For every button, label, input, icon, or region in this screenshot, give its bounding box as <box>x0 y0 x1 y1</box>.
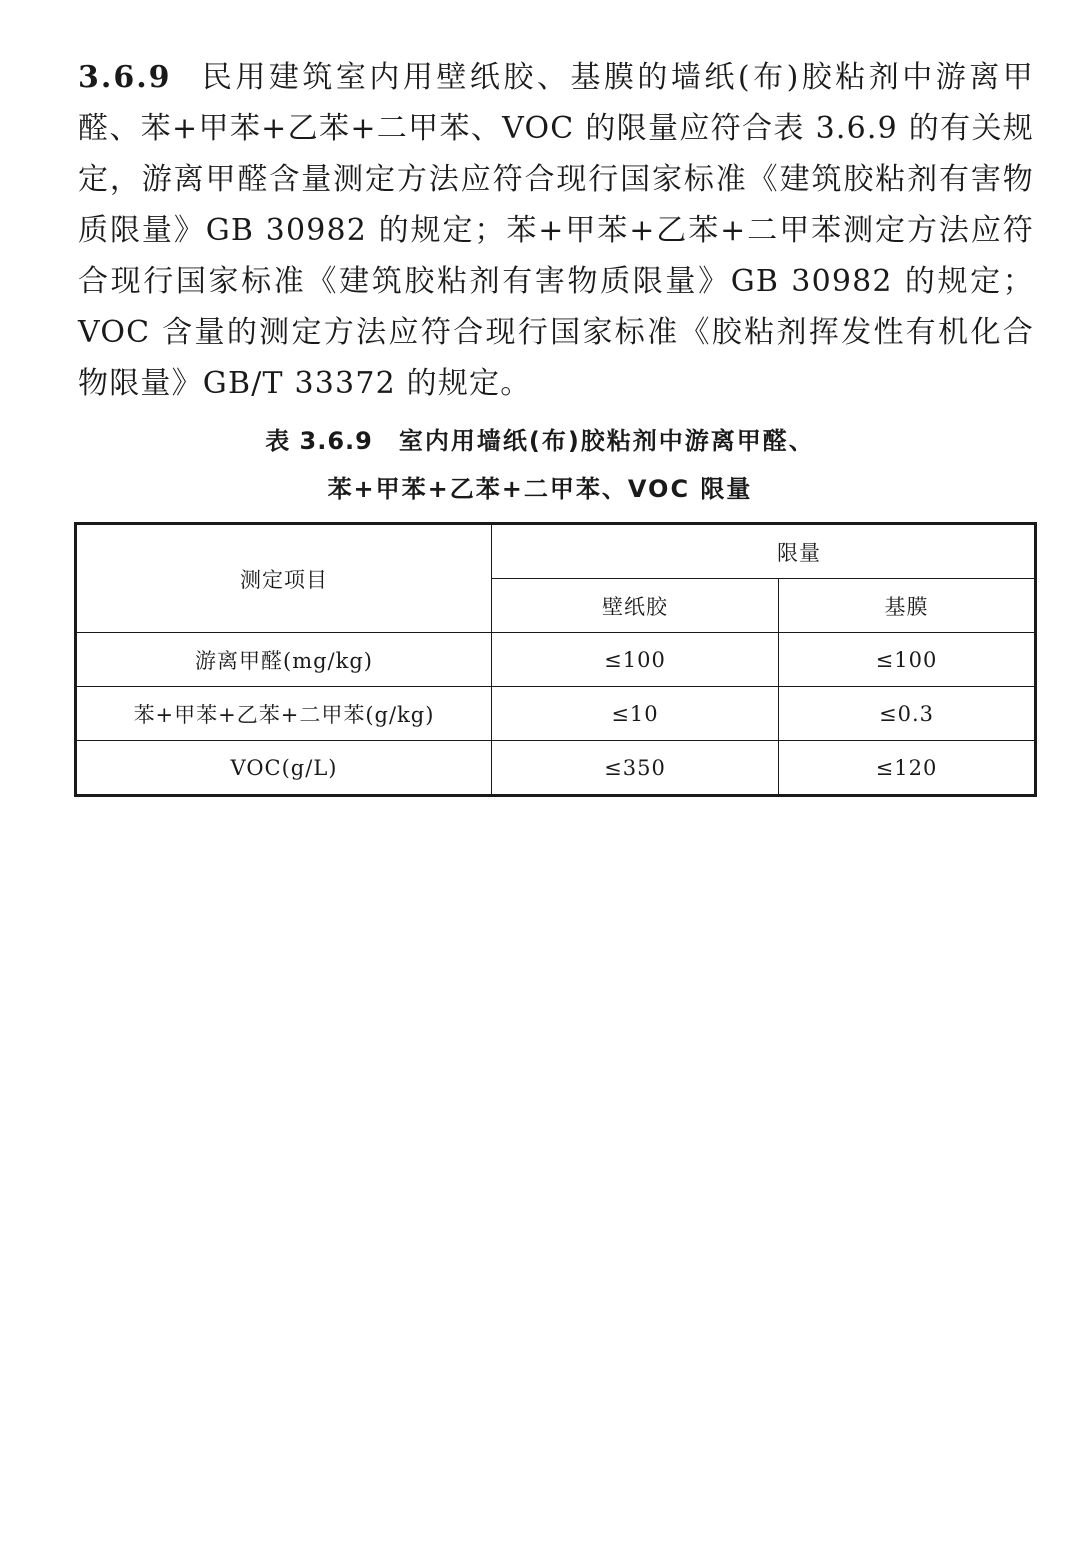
row-value-base-film: ≤0.3 <box>779 687 1036 741</box>
row-value-base-film: ≤120 <box>779 741 1036 796</box>
row-value-wallpaper-glue: ≤10 <box>492 687 779 741</box>
table-header-row <box>76 524 1036 579</box>
table-caption-title-1: 室内用墙纸(布)胶粘剂中游离甲醛、 <box>398 427 815 455</box>
row-item: 游离甲醛(mg/kg) <box>76 633 492 687</box>
row-value-wallpaper-glue: ≤100 <box>492 633 779 687</box>
header-base-film: 基膜 <box>779 579 1036 633</box>
table-row <box>76 687 1036 741</box>
table-caption-line-2: 苯+甲苯+乙苯+二甲苯、VOC 限量 <box>327 475 753 503</box>
row-item: VOC(g/L) <box>76 741 492 796</box>
table-caption-line-1 <box>0 424 1080 458</box>
row-value-base-film: ≤100 <box>779 633 1036 687</box>
header-limit: 限量 <box>492 524 1036 579</box>
table-caption-number: 表 3.6.9 <box>265 427 373 455</box>
table-row <box>76 633 1036 687</box>
clause-text: 民用建筑室内用壁纸胶、基膜的墙纸(布)胶粘剂中游离甲醛、苯+甲苯+乙苯+二甲苯、VOC 的限量应符合表 3.6.9 的有关规定，游离甲醛含量测定方法应符合现行国家标准《建筑胶粘剂有害物质限量》GB 30982 的规定；苯+甲苯+乙苯+二甲苯测定方法应符合现行国家标准《建筑胶粘剂有害物质限量》GB 30982 的规定；VOC 含量的测定方法应符合现行国家标准《胶粘剂挥发性有机化合物限量》GB/T 33372 的规定。 <box>78 60 1034 401</box>
row-item: 苯+甲苯+乙苯+二甲苯(g/kg) <box>76 687 492 741</box>
clause-number: 3.6.9 <box>78 60 172 95</box>
header-wallpaper-glue: 壁纸胶 <box>492 579 779 633</box>
clause-paragraph <box>78 52 1034 409</box>
row-value-wallpaper-glue: ≤350 <box>492 741 779 796</box>
limits-table <box>74 522 1037 797</box>
table-row <box>76 741 1036 796</box>
header-test-item: 测定项目 <box>76 524 492 633</box>
